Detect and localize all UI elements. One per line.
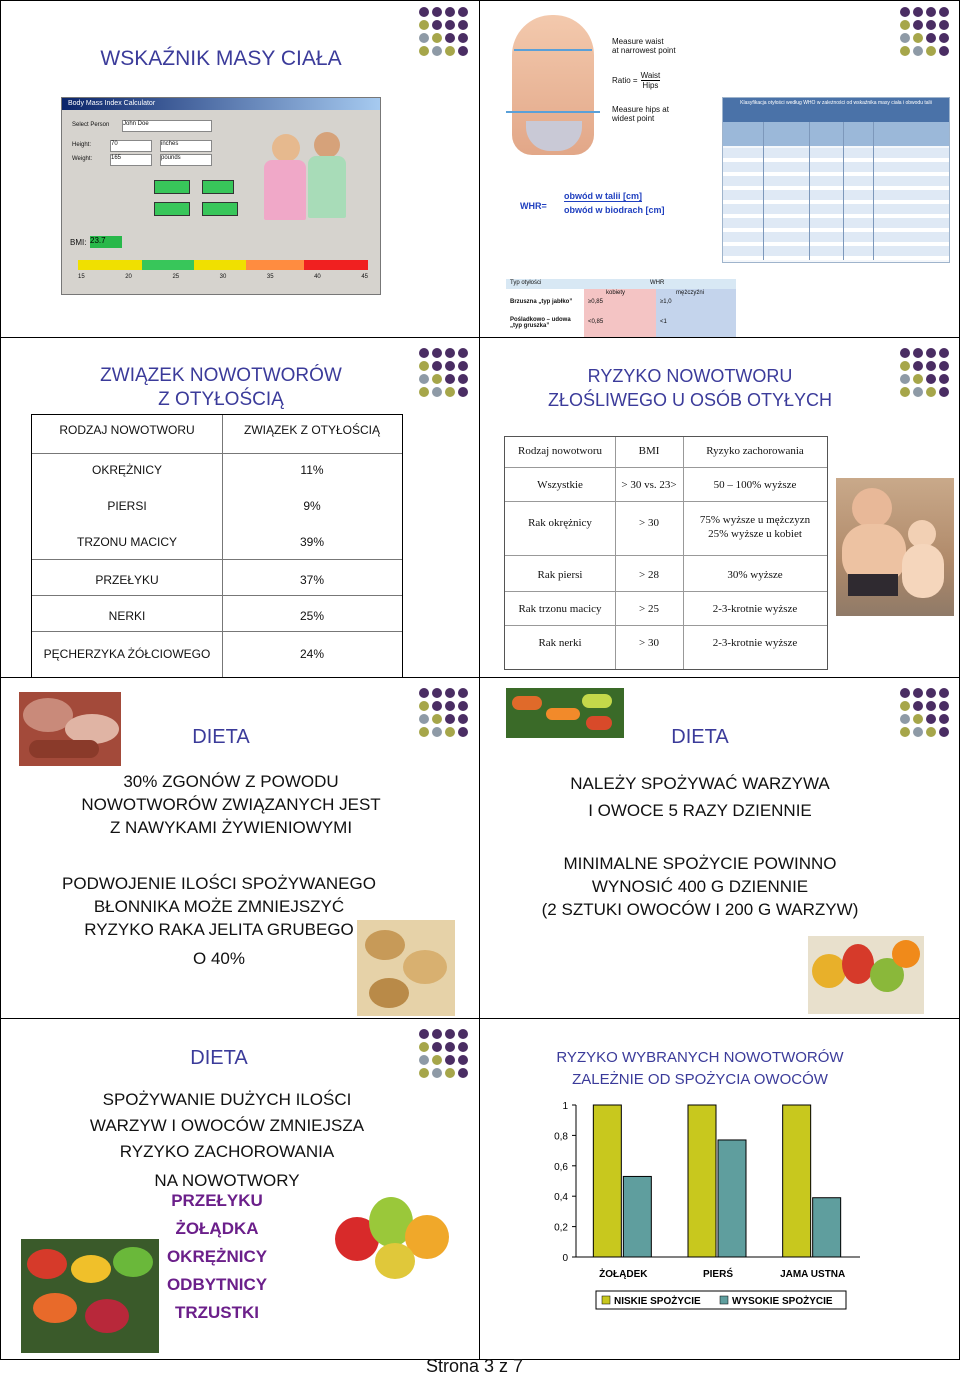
decor-dot (900, 33, 910, 43)
decor-dot (458, 688, 468, 698)
decor-dot (939, 701, 949, 711)
decor-dot (913, 374, 923, 384)
decor-dot (445, 1042, 455, 1052)
decor-dot (445, 1029, 455, 1039)
cancer-list-item: TRZUSTKI (174, 1303, 260, 1322)
decor-dot (458, 701, 468, 711)
fig-text: Ratio = (612, 76, 638, 85)
table-cell: PRZEŁYKU (95, 573, 159, 587)
decor-dot (913, 387, 923, 397)
decor-dot (458, 727, 468, 737)
decor-dot (939, 727, 949, 737)
legend-label: NISKIE SPOŻYCIE (614, 1296, 701, 1307)
legend-swatch (602, 1296, 610, 1304)
slide-title-line: RYZYKO WYBRANYCH NOWOTWORÓW (556, 1049, 844, 1066)
decor-dot (926, 46, 936, 56)
y-tick-label: 0,6 (554, 1161, 568, 1173)
decor-dot (926, 7, 936, 17)
body-text-line: 30% ZGONÓW Z POWODU (123, 772, 339, 791)
table-cell: PĘCHERZYKA ŻÓŁCIOWEGO (43, 647, 211, 661)
slide-diet-3 (0, 1018, 480, 1360)
x-category-label: ŻOŁĄDEK (599, 1269, 648, 1280)
decor-dot (913, 688, 923, 698)
decor-dots (900, 7, 952, 59)
decor-dot (445, 714, 455, 724)
decor-dot (445, 727, 455, 737)
table-cell: TRZONU MACICY (77, 535, 177, 549)
decor-dot (445, 701, 455, 711)
fig-text: Measure hips at (612, 105, 669, 114)
page-number: Strona 3 z 7 (426, 1356, 524, 1376)
decor-dot (458, 1029, 468, 1039)
decor-dot (913, 46, 923, 56)
decor-dot (900, 348, 910, 358)
table-cell: 9% (303, 499, 321, 513)
decor-dot (419, 701, 429, 711)
body-text-line: Z NAWYKAMI ŻYWIENIOWYMI (109, 818, 353, 837)
bar-low-intake (688, 1105, 716, 1257)
decor-dot (939, 348, 949, 358)
table-cell: > 28 (639, 569, 659, 581)
slide-title-line: ZŁOŚLIWEGO U OSÓB OTYŁYCH (547, 390, 833, 410)
decor-dot (419, 20, 429, 30)
body-text-line: WYNOSIĆ 400 G DZIENNIE (591, 877, 809, 896)
whr-table-cell: Pośladkowo – udowa „typ gruszka” (510, 317, 571, 329)
fig-text: Waist (640, 71, 661, 80)
decor-dot (458, 1055, 468, 1065)
decor-dot (419, 688, 429, 698)
decor-dot (458, 387, 468, 397)
decor-dot (900, 387, 910, 397)
decor-dots (900, 348, 952, 400)
body-text-line: RYZYKO RAKA JELITA GRUBEGO (84, 920, 354, 939)
whr-table-header: kobiety (606, 290, 626, 296)
table-cell: 2-3-krotnie wyższe (712, 603, 798, 615)
fruit-photo (808, 936, 924, 1014)
whr-numerator: obwód w talii [cm] (564, 191, 642, 201)
body-text-line: PODWOJENIE ILOŚCI SPOŻYWANEGO (62, 874, 376, 893)
bread-grains-photo (357, 920, 455, 1016)
table-cell: 50 – 100% wyższe (713, 479, 797, 491)
slide-title: DIETA (671, 726, 729, 748)
decor-dot (458, 46, 468, 56)
decor-dot (419, 1029, 429, 1039)
table-cell: 75% wyższe u mężczyzn 25% wyższe u kobiet (699, 514, 811, 540)
table-cell: > 30 (639, 517, 659, 529)
who-classification-table (722, 97, 950, 263)
table-header: Rodzaj nowotworu (517, 445, 602, 457)
cancer-list-item: OKRĘŻNICY (166, 1247, 268, 1266)
decor-dot (445, 7, 455, 17)
decor-dot (432, 348, 442, 358)
bar-high-intake (718, 1140, 746, 1257)
decor-dot (913, 701, 923, 711)
decor-dot (458, 348, 468, 358)
cancer-obesity-table (31, 414, 403, 678)
decor-dot (419, 7, 429, 17)
table-cell: Rak okrężnicy (528, 517, 592, 529)
slide-whr (479, 0, 960, 338)
body-text-line: I OWOCE 5 RAZY DZIENNIE (588, 801, 812, 820)
vegetable-market-photo (21, 1239, 159, 1353)
slide-title-line: ZALEŻNIE OD SPOŻYCIA OWOCÓW (572, 1071, 828, 1088)
decor-dot (445, 361, 455, 371)
decor-dot (445, 1055, 455, 1065)
decor-dot (926, 714, 936, 724)
decor-dot (432, 33, 442, 43)
decor-dot (445, 348, 455, 358)
whr-table-cell: ≥1,0 (660, 299, 672, 305)
decor-dot (939, 33, 949, 43)
whr-table-cell: <1 (660, 319, 667, 325)
table-header: Ryzyko zachorowania (706, 445, 804, 457)
decor-dot (900, 714, 910, 724)
decor-dot (458, 1042, 468, 1052)
body-text-line: WARZYW I OWOCÓW ZMNIEJSZA (89, 1116, 365, 1135)
table-cell: > 30 vs. 23> (621, 479, 677, 491)
decor-dot (458, 1068, 468, 1078)
slide-diet-2 (479, 677, 960, 1019)
body-text-line: NALEŻY SPOŻYWAĆ WARZYWA (570, 774, 830, 793)
decor-dot (900, 374, 910, 384)
whr-table-cell: ≥0,85 (588, 299, 603, 305)
decor-dot (445, 20, 455, 30)
decor-dot (458, 7, 468, 17)
table-cell: Wszystkie (537, 479, 583, 491)
bar-chart (536, 1091, 876, 1351)
decor-dot (458, 20, 468, 30)
decor-dot (432, 701, 442, 711)
whr-type-table (506, 279, 736, 338)
bmi-calculator-screenshot: Body Mass Index Calculator Select Person John Doe Height: 70 inches Weight: 165 pounds BMI: 23.7 15 20 25 30 35 40 45 (61, 97, 381, 295)
slide-title: DIETA (190, 1047, 248, 1069)
bar-low-intake (783, 1105, 811, 1257)
decor-dot (900, 688, 910, 698)
table-cell: 2-3-krotnie wyższe (712, 637, 798, 649)
decor-dot (926, 688, 936, 698)
decor-dot (900, 361, 910, 371)
slide-title-line: Z OTYŁOŚCIĄ (158, 389, 284, 410)
slide-title: DIETA (192, 726, 250, 748)
body-text-line: SPOŻYWANIE DUŻYCH ILOŚCI (102, 1090, 352, 1109)
decor-dot (939, 374, 949, 384)
slide-title-line: ZWIĄZEK NOWOTWORÓW (100, 365, 342, 386)
fig-text: Hips (642, 81, 659, 90)
decor-dot (432, 20, 442, 30)
y-tick-label: 1 (562, 1101, 568, 1112)
slide-fruit-chart (479, 1018, 960, 1360)
body-text-line: (2 SZTUKI OWOCÓW I 200 G WARZYW) (541, 900, 859, 919)
table-header: ZWIĄZEK Z OTYŁOŚCIĄ (243, 423, 380, 437)
table-cell: Rak nerki (538, 637, 582, 649)
decor-dot (445, 387, 455, 397)
whr-table-cell: <0,85 (588, 319, 604, 325)
slide-risk-obese (479, 337, 960, 678)
table-cell: NERKI (108, 609, 146, 623)
slide-bmi (0, 0, 480, 338)
decor-dot (939, 46, 949, 56)
decor-dot (445, 1068, 455, 1078)
body-measure-figure (492, 15, 614, 155)
body-text-line: NA NOWOTWORY (154, 1171, 300, 1190)
decor-dot (913, 33, 923, 43)
table-cell: 25% (299, 609, 325, 623)
decor-dot (432, 688, 442, 698)
table-cell: 37% (299, 573, 325, 587)
table-cell: PIERSI (107, 499, 147, 513)
decor-dot (926, 387, 936, 397)
decor-dot (445, 374, 455, 384)
decor-dot (445, 688, 455, 698)
decor-dot (939, 714, 949, 724)
decor-dot (913, 714, 923, 724)
decor-dot (939, 20, 949, 30)
fruit-bowl-photo (331, 1187, 459, 1283)
decor-dot (419, 714, 429, 724)
bar-low-intake (593, 1105, 621, 1257)
y-tick-label: 0,4 (554, 1192, 568, 1204)
slide-diet-1 (0, 677, 480, 1019)
whr-label: WHR= (520, 201, 547, 211)
decor-dot (900, 7, 910, 17)
table-cell: 39% (299, 535, 325, 549)
decor-dot (926, 701, 936, 711)
decor-dot (926, 374, 936, 384)
legend-swatch (720, 1296, 728, 1304)
x-category-label: PIERŚ (702, 1269, 734, 1280)
body-text-line: MINIMALNE SPOŻYCIE POWINNO (563, 854, 837, 873)
cancer-list-item: PRZEŁYKU (171, 1191, 263, 1210)
y-tick-label: 0,8 (554, 1131, 568, 1143)
bar-high-intake (813, 1198, 841, 1257)
decor-dot (458, 361, 468, 371)
table-header: RODZAJ NOWOTWORU (59, 423, 195, 437)
decor-dot (913, 7, 923, 17)
y-tick-label: 0,2 (554, 1222, 568, 1234)
table-cell: 11% (300, 463, 324, 477)
decor-dot (458, 714, 468, 724)
decor-dot (939, 361, 949, 371)
obese-children-photo (836, 478, 954, 616)
fig-text: at narrowest point (612, 46, 676, 55)
decor-dot (913, 20, 923, 30)
slide-title-line: RYZYKO NOWOTWORU (587, 366, 793, 386)
who-table-title: Klasyfikacja otyłości według WHO w zależności od wskaźnika masy ciała i obwodu talii (723, 98, 949, 122)
whr-table-header: WHR (650, 280, 665, 286)
decor-dot (900, 46, 910, 56)
decor-dot (939, 387, 949, 397)
table-cell: Rak piersi (537, 569, 583, 581)
body-text-line: RYZYKO ZACHOROWANIA (119, 1142, 335, 1161)
decor-dot (419, 348, 429, 358)
whr-table-cell: Brzuszna „typ jabłko” (510, 299, 573, 305)
decor-dot (432, 1029, 442, 1039)
fig-text: widest point (612, 114, 655, 123)
table-cell: Rak trzonu macicy (518, 603, 602, 615)
whr-denominator: obwód w biodrach [cm] (564, 205, 665, 215)
decor-dot (926, 20, 936, 30)
body-text-line: O 40% (193, 949, 245, 968)
bar-high-intake (623, 1176, 651, 1257)
decor-dot (900, 701, 910, 711)
decor-dot (458, 374, 468, 384)
decor-dot (900, 20, 910, 30)
decor-dot (445, 33, 455, 43)
body-text-line: NOWOTWORÓW ZWIĄZANYCH JEST (81, 795, 381, 814)
legend-label: WYSOKIE SPOŻYCIE (732, 1296, 833, 1307)
table-cell: > 25 (639, 603, 659, 615)
decor-dot (939, 688, 949, 698)
decor-dot (926, 348, 936, 358)
whr-table-header: Typ otyłości (510, 280, 542, 286)
table-cell: OKRĘŻNICY (91, 463, 162, 477)
x-category-label: JAMA USTNA (780, 1269, 846, 1280)
slide-title: WSKAŹNIK MASY CIAŁA (100, 47, 342, 70)
decor-dot (419, 33, 429, 43)
decor-dot (926, 727, 936, 737)
decor-dot (445, 46, 455, 56)
cancer-list-item: ŻOŁĄDKA (175, 1219, 259, 1238)
slide-cancer-obesity (0, 337, 480, 678)
table-cell: > 30 (639, 637, 659, 649)
decor-dot (432, 714, 442, 724)
decor-dot (913, 361, 923, 371)
cancer-list-item: ODBYTNICY (166, 1275, 268, 1294)
table-header: BMI (638, 445, 660, 457)
fig-text: Measure waist (612, 37, 664, 46)
decor-dot (458, 33, 468, 43)
body-text-line: BŁONNIKA MOŻE ZMNIEJSZYĆ (93, 897, 345, 916)
y-tick-label: 0 (562, 1253, 568, 1264)
decor-dot (926, 361, 936, 371)
decor-dot (939, 7, 949, 17)
whr-table-header: mężczyźni (676, 290, 705, 296)
table-cell: 30% wyższe (727, 569, 783, 581)
risk-table (504, 436, 828, 670)
decor-dot (926, 33, 936, 43)
table-cell: 24% (299, 647, 325, 661)
decor-dot (432, 7, 442, 17)
decor-dot (913, 348, 923, 358)
